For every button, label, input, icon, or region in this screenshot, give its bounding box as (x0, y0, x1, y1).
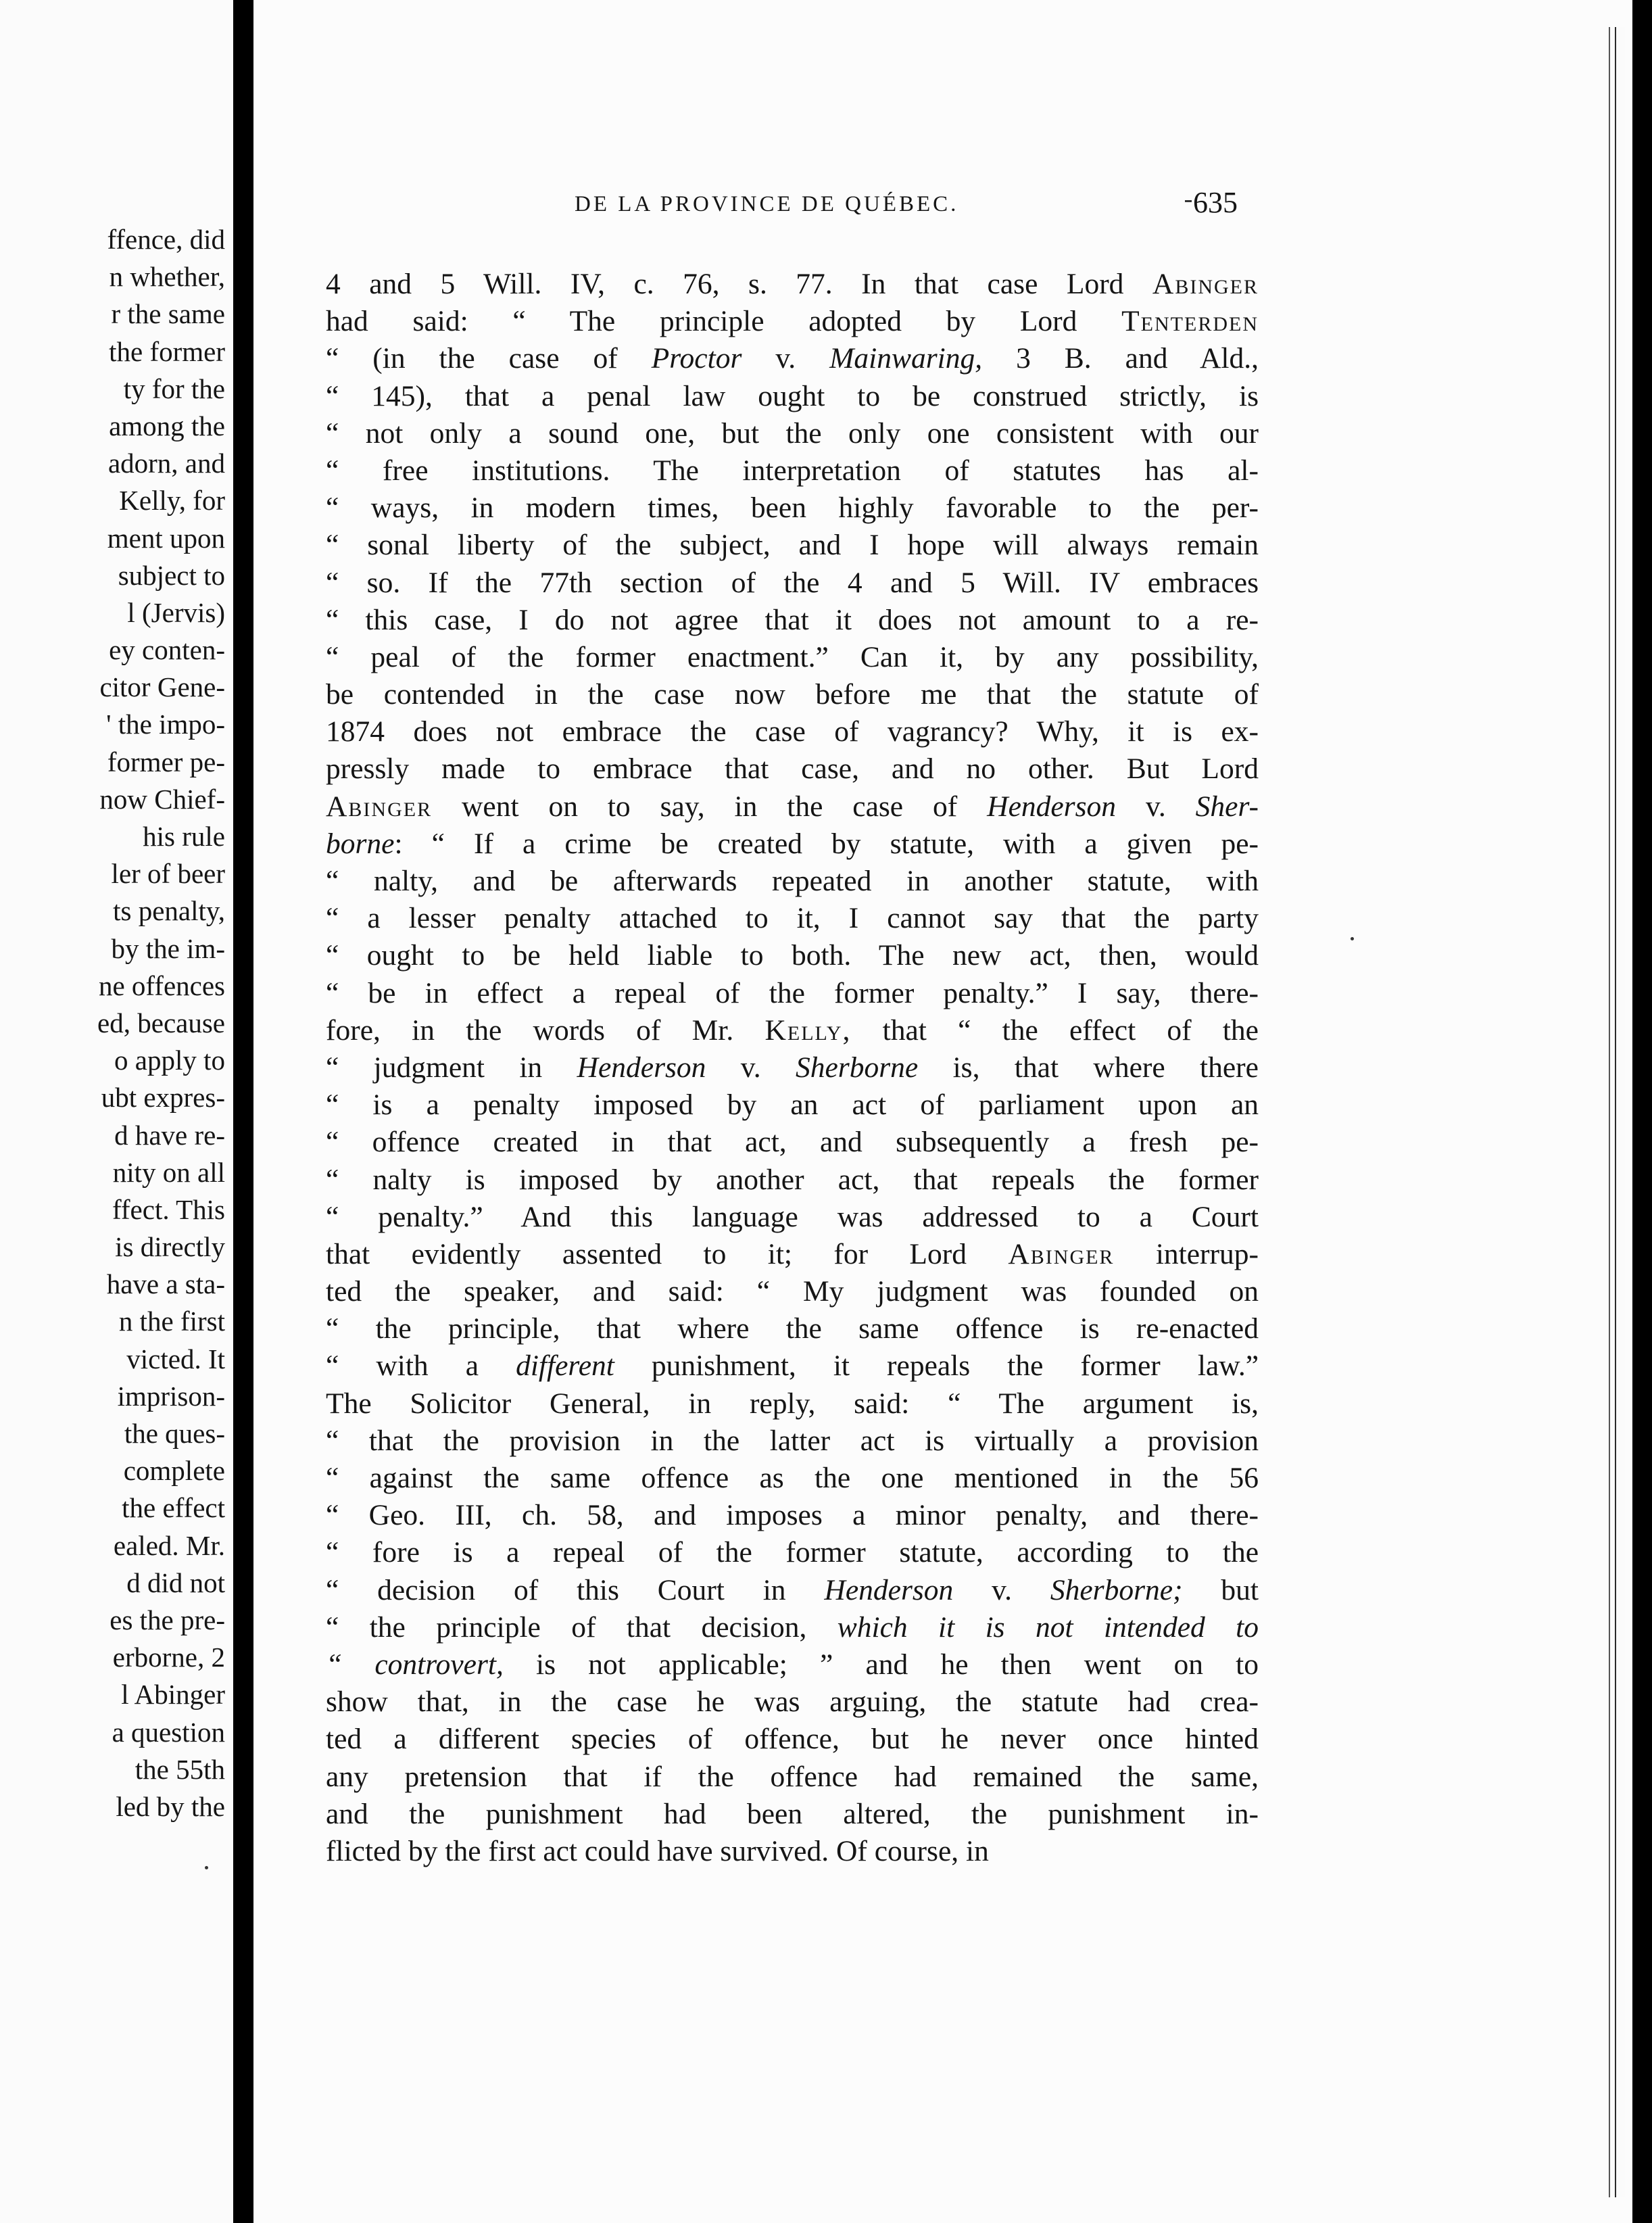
facing-page-line: complete (123, 1455, 225, 1487)
text-line (326, 1572, 1259, 1609)
facing-page (0, 0, 233, 2223)
facing-page-text (97, 221, 225, 1825)
text-line (326, 415, 1259, 452)
text-run: show that, in the case he was arguing, the statute had crea- (326, 1686, 1259, 1719)
text-run: ted a different species of offence, but he never once hinted (326, 1723, 1259, 1756)
text-run: “ offence created in that act, and subsequently a fresh pe- (326, 1126, 1259, 1159)
facing-page-line: d did not (126, 1567, 225, 1598)
italic-text: Mainwaring, (829, 342, 983, 375)
facing-page-line: citor Gene- (99, 671, 225, 703)
facing-page-line: ment upon (107, 522, 225, 554)
text-run: “ is a penalty imposed by an act of parliament upon an (326, 1089, 1259, 1122)
text-run: is not applicable; ” and he then went on to (503, 1648, 1259, 1681)
italic-text: Sherborne; (1050, 1573, 1183, 1606)
page-edge-line (1609, 27, 1610, 2197)
facing-page-line: by the im- (111, 932, 225, 964)
small-caps-name: Abinger (1152, 268, 1259, 300)
text-line (326, 1646, 1259, 1683)
facing-page-line: o apply to (114, 1045, 225, 1076)
facing-page-line: led by the (116, 1790, 225, 1822)
text-run: “ decision of this Court in (326, 1573, 825, 1606)
text-run: had said: “ The principle adopted by Lord (326, 305, 1122, 338)
facing-page-line: former pe- (107, 746, 225, 778)
facing-page-line: ey conten- (109, 634, 225, 666)
text-run: ted the speaker, and said: “ My judgment was founded on (326, 1275, 1259, 1308)
text-line (326, 975, 1259, 1012)
facing-page-line: now Chief- (99, 783, 225, 815)
text-line (326, 1273, 1259, 1310)
text-line (326, 1497, 1259, 1534)
facing-page-line: n whether, (109, 261, 225, 293)
text-line (326, 1310, 1259, 1347)
facing-page-line: the effect (122, 1492, 225, 1524)
text-line (326, 1124, 1259, 1161)
facing-page-line: n the first (118, 1306, 225, 1337)
text-line (326, 1796, 1259, 1833)
text-line (326, 639, 1259, 676)
facing-page-line: his rule (143, 821, 225, 852)
text-run: 3 B. and Ald., (982, 342, 1259, 375)
small-caps-name: Abinger (1008, 1237, 1115, 1270)
text-line (326, 452, 1259, 489)
facing-page-line: ty for the (123, 373, 225, 404)
text-line (326, 676, 1259, 713)
facing-page-line: d have re- (114, 1119, 225, 1151)
facing-page-line: imprison- (117, 1380, 225, 1412)
text-run: v. (706, 1051, 796, 1084)
facing-page-line: nity on all (112, 1156, 225, 1188)
text-line (326, 788, 1259, 826)
text-run: be contended in the case now before me that the statute of (326, 678, 1259, 711)
text-run: “ Geo. III, ch. 58, and imposes a minor penalty, and there- (326, 1499, 1259, 1532)
facing-page-line: ffect. This (112, 1193, 225, 1225)
text-run: “ sonal liberty of the subject, and I hope will always remain (326, 529, 1259, 562)
facing-page-line: is directly (115, 1231, 225, 1263)
facing-page-line: victed. It (126, 1343, 225, 1375)
text-line (326, 863, 1259, 900)
facing-page-line: r the same (111, 298, 225, 330)
text-line (326, 1162, 1259, 1199)
text-run: v. (953, 1573, 1050, 1606)
text-run: “ ways, in modern times, been highly favorable to the per- (326, 492, 1259, 525)
text-line (326, 1759, 1259, 1796)
text-line (326, 1086, 1259, 1124)
text-line (326, 303, 1259, 340)
text-line (326, 937, 1259, 974)
text-line (326, 1199, 1259, 1236)
italic-text: different (516, 1349, 614, 1383)
text-line (326, 1534, 1259, 1571)
text-run: “ the principle of that decision, (326, 1610, 837, 1644)
facing-page-line: ubt expres- (101, 1082, 225, 1114)
text-run: went on to say, in the case of (432, 790, 988, 823)
text-line (326, 378, 1259, 415)
facing-page-line: the 55th (135, 1753, 225, 1785)
facing-page-line: adorn, and (107, 448, 225, 479)
facing-page-line: l (Jervis) (127, 596, 225, 628)
text-run: that “ the effect of the (851, 1013, 1259, 1047)
text-run: “ that the provision in the latter act is virtually a provision (326, 1424, 1259, 1457)
facing-page-line: Kelly, for (119, 485, 225, 517)
italic-text: Henderson (824, 1573, 954, 1606)
text-line (326, 489, 1259, 527)
text-line (326, 1347, 1259, 1385)
text-run: : “ If a crime be created by statute, with a given pe- (394, 827, 1259, 860)
text-line (326, 565, 1259, 602)
text-run: “ not only a sound one, but the only one consistent with our (326, 416, 1259, 450)
text-line (326, 1012, 1259, 1049)
italic-text: borne (326, 827, 395, 860)
text-run: 4 and 5 Will. IV, c. 76, s. 77. In that case Lord (326, 268, 1152, 300)
text-run: “ this case, I do not agree that it does not amount to a re- (326, 603, 1259, 636)
text-run: “ against the same offence as the one mentioned in the 56 (326, 1462, 1259, 1494)
text-run: “ fore is a repeal of the former statute, according to the (326, 1536, 1259, 1569)
text-run: but (1182, 1573, 1259, 1606)
text-line (326, 900, 1259, 937)
small-caps-name: Kelly, (764, 1013, 852, 1047)
text-line (326, 1236, 1259, 1273)
facing-page-line: ed, because (97, 1007, 225, 1038)
facing-page-line: l Abinger (121, 1679, 225, 1711)
text-run: is, that where there (918, 1051, 1259, 1084)
text-run: punishment, it repeals the former law.” (614, 1349, 1259, 1383)
text-run: and the punishment had been altered, the punishment in- (326, 1797, 1259, 1830)
text-run: “ judgment in (326, 1051, 577, 1084)
text-run: “ so. If the 77th section of the 4 and 5 Will. IV embraces (326, 566, 1259, 599)
facing-page-line: ealed. Mr. (113, 1529, 225, 1561)
facing-page-line: es the pre- (110, 1604, 225, 1635)
text-run: “ penalty.” And this language was addressed to a Court (326, 1200, 1259, 1233)
text-line (326, 1609, 1259, 1646)
facing-page-line: ne offences (98, 970, 225, 1001)
text-line (326, 1721, 1259, 1758)
text-run: “ ought to be held liable to both. The new act, then, would (326, 939, 1259, 972)
facing-page-line: the former (109, 335, 225, 367)
text-line (326, 602, 1259, 639)
facing-page-line: the ques- (124, 1418, 225, 1449)
page-edge-line (1615, 27, 1616, 2197)
facing-page-line: among the (109, 410, 225, 441)
italic-text: Sherborne (795, 1051, 919, 1084)
text-run: “ peal of the former enactment.” Can it, by any possibility, (326, 640, 1259, 673)
page-edge (1610, 27, 1614, 2197)
facing-page-line: have a sta- (106, 1268, 225, 1300)
text-line (326, 1833, 1259, 1870)
facing-page-line: a question (112, 1716, 225, 1748)
page-number: 635 (1193, 186, 1238, 219)
text-line (326, 527, 1259, 564)
page-edge (1617, 27, 1625, 2197)
italic-text: which it is not intended to (837, 1610, 1259, 1644)
small-caps-name: Tenterden (1121, 305, 1259, 338)
italic-text: Sher- (1195, 790, 1259, 823)
italic-text: Proctor (651, 342, 742, 375)
italic-text: Henderson (577, 1051, 706, 1084)
text-line (326, 1049, 1259, 1086)
text-line (326, 266, 1259, 303)
text-run: “ with a (326, 1349, 516, 1383)
text-run: pressly made to embrace that case, and no other. But Lord (326, 752, 1259, 786)
small-caps-name: Abinger (326, 790, 433, 823)
text-run: v. (742, 342, 830, 375)
text-run: any pretension that if the offence had remained the same, (326, 1760, 1259, 1793)
facing-page-line: ts penalty, (113, 895, 225, 927)
text-run: v. (1116, 790, 1196, 823)
page-gutter (233, 0, 253, 2223)
text-run: “ be in effect a repeal of the former penalty.” I say, there- (326, 976, 1259, 1009)
text-line (326, 750, 1259, 788)
text-run: flicted by the first act could have survived. Of course, in (326, 1834, 989, 1867)
body-text (326, 266, 1259, 1870)
text-run: “ 145), that a penal law ought to be construed strictly, is (326, 379, 1259, 412)
text-line (326, 1423, 1259, 1460)
text-line (326, 1460, 1259, 1497)
text-run: fore, in the words of Mr. (326, 1013, 765, 1047)
text-run: “ free institutions. The interpretation of statutes has al- (326, 454, 1259, 487)
text-run: The Solicitor General, in reply, said: “ The argument is, (326, 1387, 1259, 1420)
italic-text: “ controvert, (326, 1648, 504, 1681)
facing-page-line: erborne, 2 (112, 1642, 225, 1673)
text-line (326, 340, 1259, 377)
facing-page-line: ffence, did (107, 224, 225, 255)
text-run: “ nalty is imposed by another act, that repeals the former (326, 1163, 1259, 1196)
text-run: that evidently assented to it; for Lord (326, 1237, 1009, 1270)
text-line (326, 826, 1259, 863)
text-run: interrup- (1114, 1237, 1259, 1270)
text-run: “ (in the case of (326, 342, 652, 375)
facing-page-line: subject to (118, 559, 225, 591)
facing-page-line: ' the impo- (106, 709, 225, 740)
text-run: “ a lesser penalty attached to it, I cannot say that the party (326, 902, 1259, 935)
text-line (326, 1683, 1259, 1721)
text-run: “ the principle, that where the same offence is re-enacted (326, 1312, 1259, 1345)
text-line (326, 1385, 1259, 1423)
facing-page-line: ler of beer (111, 858, 225, 890)
text-run: “ nalty, and be afterwards repeated in another statute, with (326, 865, 1259, 897)
italic-text: Henderson (987, 790, 1117, 823)
text-run: 1874 does not embrace the case of vagrancy? Why, it is ex- (326, 715, 1259, 748)
running-head: DE LA PROVINCE DE QUÉBEC. (575, 192, 959, 216)
text-line (326, 713, 1259, 750)
